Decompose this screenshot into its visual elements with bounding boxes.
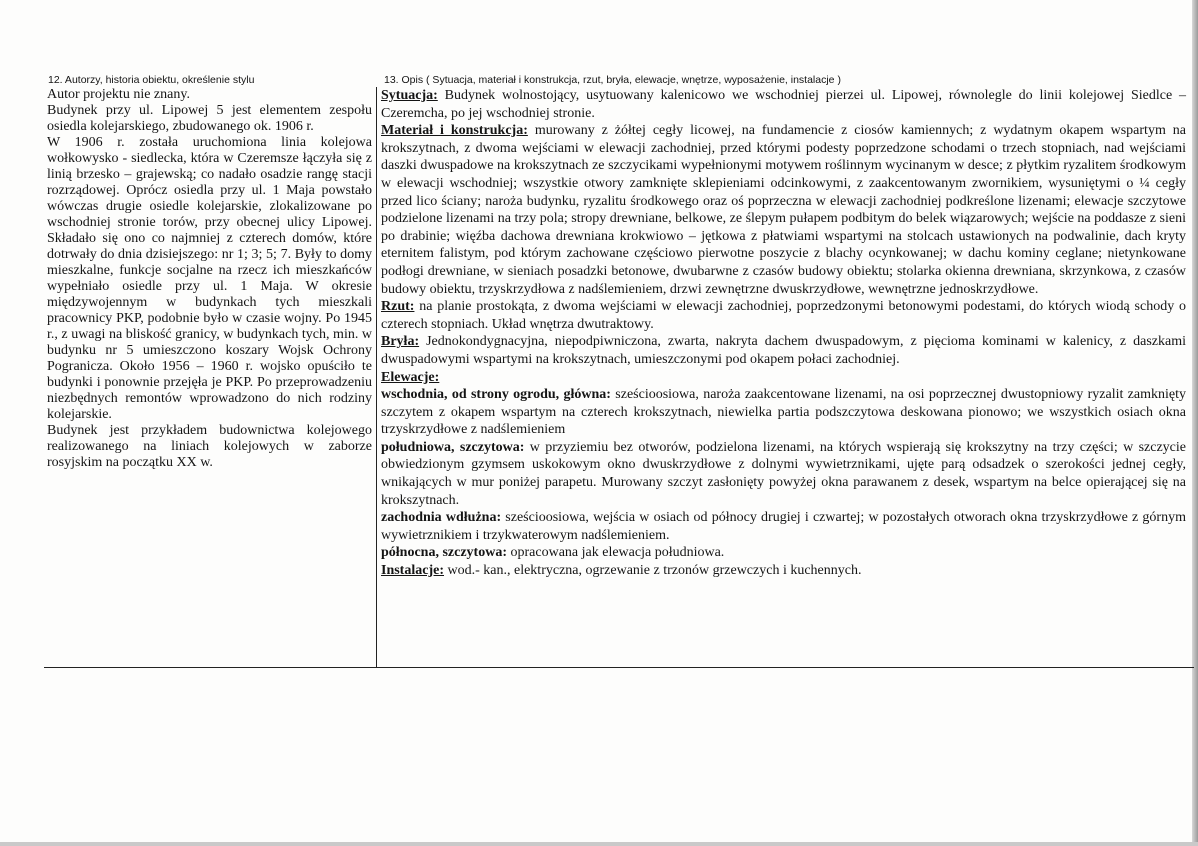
material-heading: Materiał i konstrukcja: bbox=[381, 123, 528, 139]
instalacje-paragraph bbox=[381, 562, 1186, 580]
poludniowa-text: w przyziemiu bez otworów, podzielona lizenami, na których wspierają się krokszytny na trzy części; w szczycie obwiedzionym gzymsem uskokowym okno dwuskrzydłowe z dolnymi wywietrznikami, ujęte parą odsadzek o szerokości jednej cegły, wnikających w mur poniżej parapetu. Murowany szczyt zasłonięty powyżej okna parawanem z desek, wspartym na belce opierającej się na krokszytnach. bbox=[381, 439, 1187, 508]
history-main: W 1906 r. została uruchomiona linia kolejowa wołkowysko - siedlecka, która w Czeremsze łączyła się z linią brzesko – grajewską; co nadało osadzie rangę stacji rozrządowej. Oprócz osiedla przy ul. 1 Maja powstało wówczas drugie osiedle kolejarskie, zlokalizowane po wschodniej stronie torów, przy obecnej ulicy Lipowej. Składało się ono co najmniej z czterech domów, które dotrwały do dnia dzisiejszego: nr 1; 3; 5; 7. Były to domy mieszkalne, funkcje socjalne na rzecz ich mieszkańców wypełniało osiedle przy ul. 1 Maja. W okresie międzywojennym w budynkach tych mieszkali pracownicy PKP, podobnie było w czasie wojny. Po 1945 r., z uwagi na bliskość granicy, w budynkach tych, min. w budynku nr 5 umieszczono koszary Wojsk Ochrony Pogranicza. Około 1956 – 1960 r. wojsko opuściło te budynki i ponownie przejęła je PKP. Po przeprowadzeniu niezbędnych remontów wprowadzono do nich rodziny kolejarskie. bbox=[47, 135, 372, 422]
history-author: Autor projektu nie znany. bbox=[47, 87, 190, 102]
scan-edge-bottom bbox=[0, 842, 1198, 846]
zachodnia-paragraph bbox=[381, 509, 1186, 544]
instalacje-text: wod.- kan., elektryczna, ogrzewanie z trzonów grzewczych i kuchennych. bbox=[444, 563, 862, 579]
rzut-text: na planie prostokąta, z dwoma wejściami w elewacji zachodniej, poprzedzonymi betonowymi podestami, do których wiodą schody o czterech stopniach. Układ wnętrza dwutraktowy. bbox=[381, 299, 1186, 332]
wschodnia-heading: wschodnia, od strony ogrodu, główna: bbox=[381, 387, 611, 403]
instalacje-heading: Instalacje: bbox=[381, 563, 444, 579]
history-intro: Budynek przy ul. Lipowej 5 jest elementem zespołu osiedla kolejarskiego, zbudowanego ok. 1906 r. bbox=[47, 103, 372, 134]
rzut-heading: Rzut: bbox=[381, 299, 415, 315]
wschodnia-text: sześcioosiowa, naroża zaakcentowane lizenami, na osi poprzecznej dwustopniowy ryzalit zamknięty szczytem z okapem wspartym na czterech krokszytnach, niewielka partia podszczytowa deskowana pionowo; we wszystkich osiach okna trzyskrzydłowe z nadślemieniem bbox=[381, 387, 1186, 438]
history-summary: Budynek jest przykładem budownictwa kolejowego realizowanego na liniach kolejowych w zaborze rosyjskim na początku XX w. bbox=[47, 423, 372, 470]
sytuacja-text: Budynek wolnostojący, usytuowany kalenicowo we wschodniej pierzei ul. Lipowej, równolegle do linii kolejowej Siedlce – Czeremcha, po jej wschodniej stronie. bbox=[381, 88, 1186, 121]
description-column bbox=[378, 87, 1194, 667]
poludniowa-paragraph bbox=[381, 439, 1186, 509]
content-frame bbox=[44, 87, 1194, 668]
material-paragraph bbox=[381, 122, 1186, 298]
bryla-paragraph bbox=[381, 333, 1186, 368]
section-12-header: 12. Autorzy, historia obiektu, określenie stylu bbox=[48, 74, 255, 86]
wschodnia-paragraph bbox=[381, 386, 1186, 439]
elewacje-heading: Elewacje: bbox=[381, 369, 440, 385]
polnocna-text: opracowana jak elewacja południowa. bbox=[507, 545, 725, 561]
material-text: murowany z żółtej cegły licowej, na fundamencie z ciosów kamiennych; z wydatnym okapem wspartym na krokszytnach, z dwoma wejściami w elewacji zachodniej, przed którymi podesty poprzedzone schodami o trzech stopniach, nad wejściami daszki dwuspadowe na krokszytnach ze szczycikami wypełnionymi motywem roślinnym wycinanym w desce; z płytkim ryzalitem środkowym w elewacji wschodniej; wszystkie otwory zamknięte sklepieniami odcinkowymi, z zaakcentowanym zwornikiem, wysuniętymi o ¼ cegły przed lico ściany; naroża budynku, ryzalitu środkowego oraz oś poprzeczna w elewacji zachodniej podkreślone lizenami; elewacje szczytowe podzielone lizenami na trzy pola; stropy drewniane, belkowe, ze ślepym pułapem podbitym do belek wiązarowych; wejście na poddasze z sieni po drabinie; więźba dachowa drewniana krokwiowo – jętkowa z płatwiami wspartymi na stolcach ustawionych na podwalinie, dach kryty eternitem falistym, pod którym zachowane częściowo pierwotne poszycie z blachy ocynkowanej; w dachu kominy ceglane; nietynkowane podłogi drewniane, w sieniach posadzki betonowe, dwubarwne z czasów budowy obiektu; stolarka okienna drewniana, skrzynkowa, z czasów budowy obiektu, trzyskrzydłowa z nadślemieniem, drzwi zewnętrzne dwuskrzydłowe, wewnętrzne jednoskrzydłowe. bbox=[381, 123, 1186, 297]
poludniowa-heading: południowa, szczytowa: bbox=[381, 439, 525, 455]
elewacje-heading-line bbox=[381, 369, 1186, 387]
history-column bbox=[44, 87, 377, 667]
zachodnia-text: sześcioosiowa, wejścia w osiach od północy drugiej i czwartej; w pozostałych otworach okna trzyskrzydłowe z górnym wywietrznikiem i trzykwaterowym nadślemieniem. bbox=[381, 510, 1186, 543]
polnocna-paragraph bbox=[381, 544, 1186, 562]
record-sheet bbox=[44, 72, 1194, 668]
bryla-heading: Bryła: bbox=[381, 334, 420, 350]
zachodnia-heading: zachodnia wdłużna: bbox=[381, 510, 502, 526]
sytuacja-heading: Sytuacja: bbox=[381, 88, 438, 103]
polnocna-heading: północna, szczytowa: bbox=[381, 545, 507, 561]
sytuacja-paragraph bbox=[381, 87, 1186, 122]
rzut-paragraph bbox=[381, 298, 1186, 333]
bryla-text: Jednokondygnacyjna, niepodpiwniczona, zwarta, nakryta dachem dwuspadowym, z pięcioma kominami w kalenicy, z daszkami dwuspadowymi wspartymi na krokszytnach, umieszczonymi pod okapem połaci zachodniej. bbox=[381, 334, 1186, 367]
section-13-header: 13. Opis ( Sytuacja, materiał i konstrukcja, rzut, bryła, elewacje, wnętrze, wyposażenie, instalacje ) bbox=[384, 74, 841, 86]
